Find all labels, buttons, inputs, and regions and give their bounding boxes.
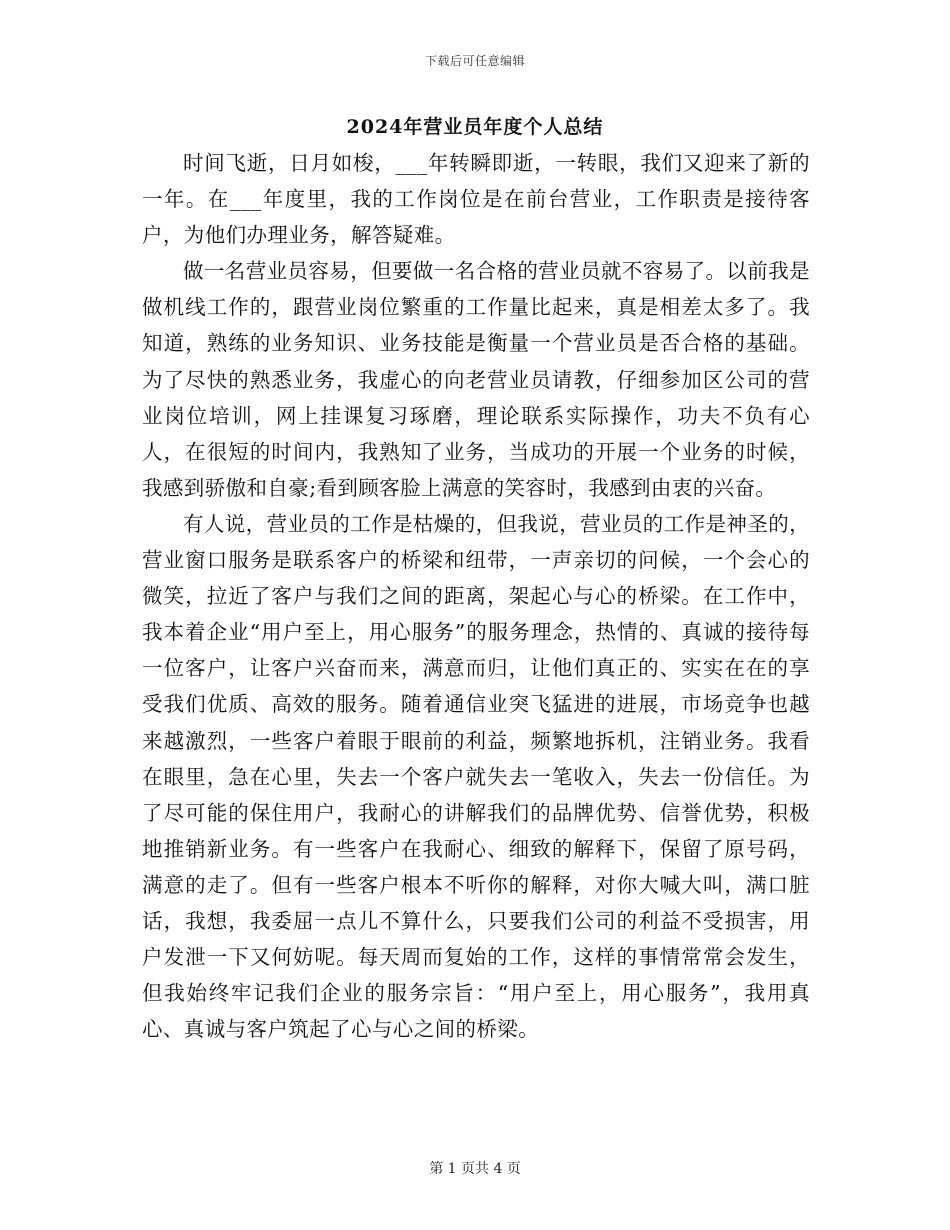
document-body bbox=[142, 145, 810, 1047]
paragraph-1: 时间飞逝，日月如梭，___年转瞬即逝，一转眼，我们又迎来了新的一年。在___年度里，我的工作岗位是在前台营业，工作职责是接待客户，为他们办理业务，解答疑难。 bbox=[142, 151, 810, 248]
page-header-note: 下载后可任意编辑 bbox=[424, 54, 525, 68]
document-title: 2024年营业员年度个人总结 bbox=[346, 116, 604, 138]
paragraph-2: 做一名营业员容易，但要做一名合格的营业员就不容易了。以前我是做机线工作的，跟营业岗位繁重的工作量比起来，真是相差太多了。我知道，熟练的业务知识、业务技能是衡量一个营业员是否合格的基础。为了尽快的熟悉业务，我虚心的向老营业员请教，仔细参加区公司的营业岗位培训，网上挂课复习琢磨，理论联系实际操作，功夫不负有心人，在很短的时间内，我熟知了业务，当成功的开展一个业务的时候，我感到骄傲和自豪;看到顾客脸上满意的笑容时，我感到由衷的兴奋。 bbox=[142, 259, 810, 500]
page-number: 第 1 页共 4 页 bbox=[429, 1161, 521, 1177]
paragraph-3: 有人说，营业员的工作是枯燥的，但我说，营业员的工作是神圣的，营业窗口服务是联系客户的桥梁和纽带，一声亲切的问候，一个会心的微笑，拉近了客户与我们之间的距离，架起心与心的桥梁。在工作中，我本着企业“用户至上，用心服务”的服务理念，热情的、真诚的接待每一位客户，让客户兴奋而来，满意而归，让他们真正的、实实在在的享受我们优质、高效的服务。随着通信业突飞猛进的进展，市场竞争也越来越激烈，一些客户着眼于眼前的利益，频繁地拆机，注销业务。我看在眼里，急在心里，失去一个客户就失去一笔收入，失去一份信任。为了尽可能的保住用户，我耐心的讲解我们的品牌优势、信誉优势，积极地推销新业务。有一些客户在我耐心、细致的解释下，保留了原号码，满意的走了。但有一些客户根本不听你的解释，对你大喊大叫，满口脏话，我想，我委屈一点儿不算什么，只要我们公司的利益不受损害，用户发泄一下又何妨呢。每天周而复始的工作，这样的事情常常会发生，但我始终牢记我们企业的服务宗旨：“用户至上，用心服务”，我用真心、真诚与客户筑起了心与心之间的桥梁。 bbox=[142, 511, 810, 1042]
